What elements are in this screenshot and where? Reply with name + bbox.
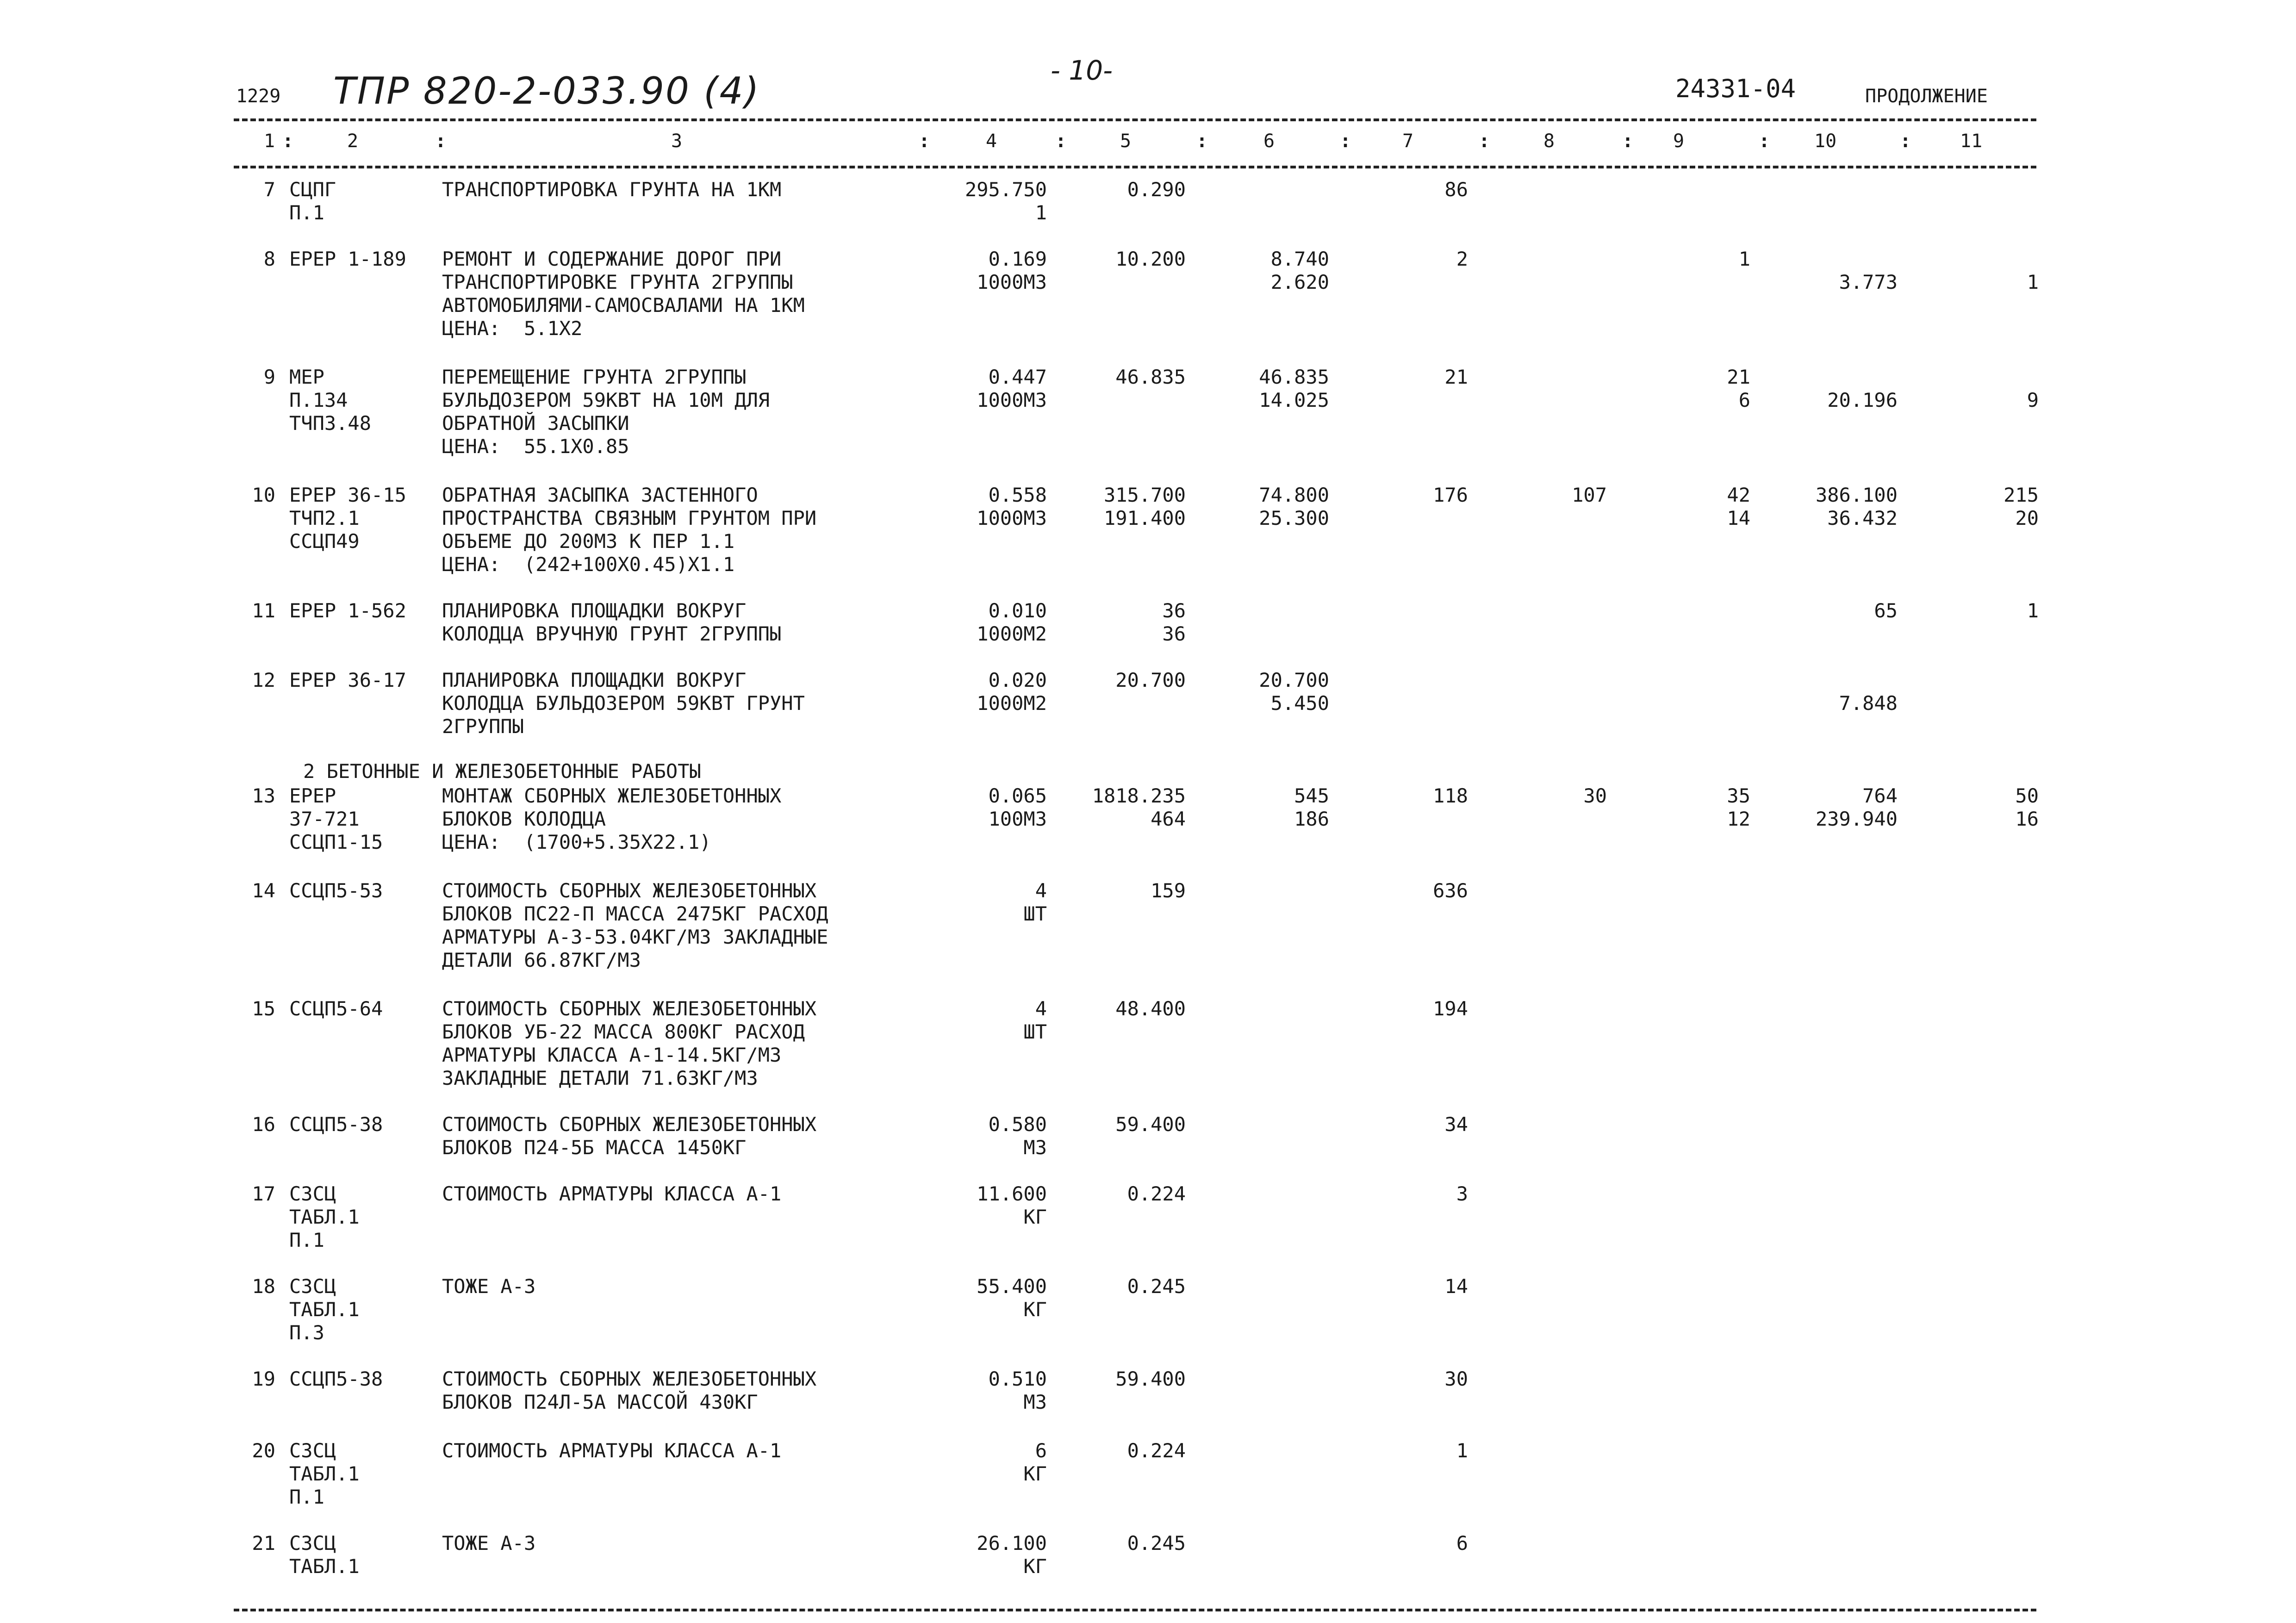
col6-value-line: 14.025 [1259, 389, 1329, 411]
page-number: - 10- [1051, 55, 1113, 86]
work-description-line: ЗАКЛАДНЫЕ ДЕТАЛИ 71.63КГ/М3 [442, 1067, 758, 1089]
work-description [442, 599, 781, 646]
col7-value [1190, 1182, 1468, 1206]
rate-code [289, 1532, 360, 1578]
col9-value-line: 35 [1727, 784, 1750, 807]
rate-code [289, 1368, 383, 1391]
work-description-line: СТОИМОСТЬ СБОРНЫХ ЖЕЛЕЗОБЕТОННЫХ [442, 1113, 817, 1136]
col7-value-line: 86 [1444, 178, 1468, 201]
work-description [442, 484, 816, 576]
rate-code-line: ССЦП5-38 [289, 1368, 383, 1390]
col10-value-line: 20.196 [1827, 389, 1898, 411]
col9-value-line: 14 [1727, 507, 1750, 529]
work-description-line: ТРАНСПОРТИРОВКА ГРУНТА НА 1КМ [442, 178, 782, 201]
col11-value-line [1761, 366, 2039, 389]
unit-price-line: 10.200 [1115, 248, 1186, 270]
unit-price-line: 191.400 [1103, 507, 1186, 529]
quantity-line: 295.750 [964, 178, 1047, 201]
col7-value-line: 30 [1444, 1368, 1468, 1390]
rate-code-line: П.3 [289, 1321, 324, 1344]
unit-price-line: 0.290 [1127, 178, 1186, 201]
col7-value [1190, 1368, 1468, 1391]
col7-value [1190, 997, 1468, 1020]
col7-value-line: 118 [1433, 784, 1468, 807]
quantity-line: 0.010 [988, 599, 1047, 622]
col6-value-line: 46.835 [1259, 366, 1329, 388]
col11-value-line: 50 [2015, 784, 2039, 807]
rate-code [289, 1439, 360, 1509]
work-description-line: ЦЕНА: 5.1Х2 [442, 317, 583, 340]
quantity-line: 1 [1035, 201, 1047, 224]
work-description-line: СТОИМОСТЬ АРМАТУРЫ КЛАССА А-1 [442, 1182, 782, 1205]
work-description [442, 1275, 535, 1298]
col7-value-line: 176 [1433, 484, 1468, 506]
work-description-line: ПРОСТРАНСТВА СВЯЗНЫМ ГРУНТОМ ПРИ [442, 507, 817, 529]
rate-code-line: П.134 [289, 389, 348, 411]
col9-value-line: 21 [1727, 366, 1750, 388]
rate-code-line: ТАБЛ.1 [289, 1298, 360, 1321]
work-description-line: МОНТАЖ СБОРНЫХ ЖЕЛЕЗОБЕТОННЫХ [442, 784, 782, 807]
column-header-4: 4 [986, 131, 997, 152]
col10-value-line: 239.940 [1815, 808, 1898, 830]
col9-value-line: 1 [1738, 248, 1750, 270]
work-description-line: АРМАТУРЫ КЛАССА А-1-14.5КГ/М3 [442, 1044, 782, 1066]
work-description-line: КОЛОДЦА БУЛЬДОЗЕРОМ 59КВТ ГРУНТ [442, 692, 805, 715]
work-description-line: КОЛОДЦА ВРУЧНУЮ ГРУНТ 2ГРУППЫ [442, 622, 782, 645]
row-number: 15 [252, 997, 275, 1020]
unit-price [908, 599, 1186, 646]
work-description [442, 784, 781, 854]
col11-value [1761, 366, 2039, 412]
quantity-line: 1000М2 [977, 692, 1047, 715]
column-header-10: 10 [1814, 131, 1837, 152]
col11-value [1761, 484, 2039, 530]
column-separator: : [1340, 131, 1351, 152]
col11-value [1761, 599, 2039, 622]
quantity-line: 0.065 [988, 784, 1047, 807]
rate-code-line: ТАБЛ.1 [289, 1555, 360, 1578]
quantity-line: КГ [1023, 1298, 1047, 1321]
row-number: 14 [252, 879, 275, 902]
quantity-line: 0.447 [988, 366, 1047, 388]
unit-price-line: 59.400 [1115, 1368, 1186, 1390]
work-description [442, 997, 816, 1090]
col7-value-line: 6 [1456, 1532, 1468, 1555]
column-separator: : [1479, 131, 1490, 152]
row-number: 12 [252, 669, 275, 691]
col6-value-line: 2.620 [1270, 271, 1329, 293]
rate-code [289, 1182, 360, 1252]
unit-price [908, 997, 1186, 1020]
col10-value-line: 764 [1862, 784, 1898, 807]
row-number: 17 [252, 1182, 275, 1205]
rate-code [289, 248, 406, 271]
quantity-line: 0.510 [988, 1368, 1047, 1390]
quantity-line: КГ [1023, 1206, 1047, 1228]
work-description-line: ДЕТАЛИ 66.87КГ/М3 [442, 949, 641, 971]
row-number: 20 [252, 1439, 275, 1462]
quantity-line: 4 [1035, 879, 1047, 902]
rate-code-line: ССЦП5-38 [289, 1113, 383, 1136]
col10-value-line: 386.100 [1815, 484, 1898, 506]
col7-value-line: 14 [1444, 1275, 1468, 1298]
col7-value [1190, 366, 1468, 389]
col7-value-line: 636 [1433, 879, 1468, 902]
quantity-line: 0.169 [988, 248, 1047, 270]
col9-value-line: 42 [1727, 484, 1750, 506]
unit-price-line: 48.400 [1115, 997, 1186, 1020]
work-description [442, 248, 805, 340]
row-number: 21 [252, 1532, 275, 1555]
unit-price-line: 36 [1162, 599, 1186, 622]
work-description-line: СТОИМОСТЬ СБОРНЫХ ЖЕЛЕЗОБЕТОННЫХ [442, 1368, 817, 1390]
quantity-line: ШТ [1023, 1020, 1047, 1043]
col11-value-line: 9 [2027, 389, 2039, 411]
work-description-line: ЦЕНА: (1700+5.35Х22.1) [442, 831, 711, 853]
unit-price [908, 1368, 1186, 1391]
quantity-line: 6 [1035, 1439, 1047, 1462]
unit-price [908, 1113, 1186, 1136]
work-description-line: ЦЕНА: 55.1Х0.85 [442, 435, 629, 458]
work-description-line: СТОИМОСТЬ СБОРНЫХ ЖЕЛЕЗОБЕТОННЫХ [442, 997, 817, 1020]
work-description-line: БЛОКОВ ПС22-П МАССА 2475КГ РАСХОД [442, 902, 828, 925]
quantity-line: 1000М2 [977, 622, 1047, 645]
work-description-line: АВТОМОБИЛЯМИ-САМОСВАЛАМИ НА 1КМ [442, 294, 805, 317]
row-number: 11 [252, 599, 275, 622]
column-separator: : [1759, 131, 1770, 152]
column-header-8: 8 [1543, 131, 1555, 152]
rate-code-line: ТЧП3.48 [289, 412, 372, 435]
work-description-line: АРМАТУРЫ А-3-53.04КГ/М3 ЗАКЛАДНЫЕ [442, 926, 828, 948]
col11-value-line: 1 [2027, 271, 2039, 293]
col7-value-line: 2 [1456, 248, 1468, 270]
column-header-9: 9 [1673, 131, 1685, 152]
rate-code-line: ССЦП5-53 [289, 879, 383, 902]
col11-value-line: 20 [2015, 507, 2039, 529]
unit-price-line: 464 [1151, 808, 1186, 830]
work-description [442, 1439, 781, 1462]
column-separator: : [919, 131, 930, 152]
rate-code [289, 879, 383, 902]
quantity-line: 1000М3 [977, 271, 1047, 293]
quantity-line: КГ [1023, 1462, 1047, 1485]
col9-value-line: 6 [1738, 389, 1750, 411]
quantity-line: М3 [1023, 1136, 1047, 1159]
quantity-line: КГ [1023, 1555, 1047, 1578]
col11-value-line: 1 [2027, 599, 2039, 622]
col7-value [1190, 178, 1468, 201]
work-description [442, 669, 805, 738]
rate-code [289, 599, 406, 622]
col6-value-line: 5.450 [1270, 692, 1329, 715]
work-description-line: ОБЪЕМЕ ДО 200М3 К ПЕР 1.1 [442, 530, 735, 553]
column-separator: : [1900, 131, 1911, 152]
row-number: 18 [252, 1275, 275, 1298]
column-header-5: 5 [1120, 131, 1132, 152]
rate-code-line: ТАБЛ.1 [289, 1462, 360, 1485]
rate-code [289, 784, 383, 854]
work-description [442, 1182, 781, 1206]
column-separator: : [282, 131, 294, 152]
col6-value-line: 25.300 [1259, 507, 1329, 529]
col11-value [1761, 248, 2039, 294]
quantity-line: 4 [1035, 997, 1047, 1020]
col7-value [1190, 1439, 1468, 1462]
quantity-line: 1000М3 [977, 389, 1047, 411]
project-number: 24331-04 [1675, 74, 1796, 103]
section-title: 2 БЕТОННЫЕ И ЖЕЛЕЗОБЕТОННЫЕ РАБОТЫ [303, 760, 701, 783]
rate-code-line: 37-721 [289, 808, 360, 830]
rate-code [289, 484, 406, 553]
work-description-line: БЛОКОВ П24Л-5А МАССОЙ 430КГ [442, 1391, 758, 1413]
quantity-line: 55.400 [977, 1275, 1047, 1298]
col7-value-line: 1 [1456, 1439, 1468, 1462]
unit-price [908, 1275, 1186, 1298]
work-description [442, 1532, 535, 1555]
work-description-line: СТОИМОСТЬ АРМАТУРЫ КЛАССА А-1 [442, 1439, 782, 1462]
rate-code-line: СЗСЦ [289, 1439, 336, 1462]
col10-value-line [1620, 669, 1898, 692]
column-header-6: 6 [1263, 131, 1275, 152]
col7-value [1190, 1113, 1468, 1136]
rate-code [289, 997, 383, 1020]
row-number: 10 [252, 484, 275, 506]
col6-value-line: 186 [1294, 808, 1329, 830]
rate-code [289, 669, 406, 692]
col7-value-line: 21 [1444, 366, 1468, 388]
col6-value-line: 74.800 [1259, 484, 1329, 506]
col6-value-line: 8.740 [1270, 248, 1329, 270]
rate-code [289, 366, 371, 435]
col7-value-line: 3 [1456, 1182, 1468, 1205]
work-description-line: ТОЖЕ А-3 [442, 1275, 536, 1298]
quantity-line: ШТ [1023, 902, 1047, 925]
col10-value-line: 3.773 [1839, 271, 1898, 293]
rate-code-line: П.1 [289, 201, 324, 224]
col7-value [1190, 879, 1468, 902]
rate-code-line: СЗСЦ [289, 1182, 336, 1205]
rate-code [289, 1275, 360, 1344]
rate-code-line: ТЧП2.1 [289, 507, 360, 529]
work-description-line: ОБРАТНОЙ ЗАСЫПКИ [442, 412, 629, 435]
rate-code-line: ЕРЕР 1-562 [289, 599, 406, 622]
unit-price [908, 1532, 1186, 1555]
unit-price [908, 178, 1186, 201]
col10-value-line: 36.432 [1827, 507, 1898, 529]
work-description [442, 1113, 816, 1159]
unit-price [908, 879, 1186, 902]
rate-code-line: ЕРЕР 1-189 [289, 248, 406, 270]
column-header-1: 1 [264, 131, 275, 152]
col7-value [1190, 248, 1468, 271]
row-number: 7 [263, 178, 275, 201]
unit-price-line: 0.224 [1127, 1182, 1186, 1205]
rate-code-line: ТАБЛ.1 [289, 1206, 360, 1228]
quantity-line: 0.580 [988, 1113, 1047, 1136]
col6-value-line: 20.700 [1259, 669, 1329, 691]
quantity-line: 1000М3 [977, 507, 1047, 529]
unit-price-line: 159 [1151, 879, 1186, 902]
column-separator: : [1196, 131, 1208, 152]
unit-price-line: 20.700 [1115, 669, 1186, 691]
col11-value-line: 215 [2004, 484, 2039, 506]
rate-code-line: СЗСЦ [289, 1275, 336, 1298]
rate-code-line: ССЦП1-15 [289, 831, 383, 853]
col9-value-line: 12 [1727, 808, 1750, 830]
rate-code-line: П.1 [289, 1486, 324, 1508]
column-separator: : [435, 131, 447, 152]
work-description-line: ТРАНСПОРТИРОВКЕ ГРУНТА 2ГРУППЫ [442, 271, 793, 293]
quantity-line: М3 [1023, 1391, 1047, 1413]
work-description-line: ЦЕНА: (242+100Х0.45)Х1.1 [442, 553, 735, 576]
work-description-line: ПЛАНИРОВКА ПЛОЩАДКИ ВОКРУГ [442, 669, 747, 691]
quantity-line: 0.020 [988, 669, 1047, 691]
quantity-line: 26.100 [977, 1532, 1047, 1555]
row-number: 16 [252, 1113, 275, 1136]
col11-value-line: 16 [2015, 808, 2039, 830]
work-description-line: ОБРАТНАЯ ЗАСЫПКА ЗАСТЕННОГО [442, 484, 758, 506]
rate-code [289, 1113, 383, 1136]
column-separator: : [1055, 131, 1067, 152]
rate-code-line: П.1 [289, 1229, 324, 1251]
header-rule [234, 166, 2036, 168]
row-number: 13 [252, 784, 275, 807]
unit-price-line: 36 [1162, 622, 1186, 645]
col10-value-line: 7.848 [1839, 692, 1898, 715]
column-header-2: 2 [347, 131, 359, 152]
work-description-line: ТОЖЕ А-3 [442, 1532, 536, 1555]
column-header-3: 3 [671, 131, 683, 152]
rate-code-line: ССЦП49 [289, 530, 360, 553]
unit-price-line: 315.700 [1103, 484, 1186, 506]
work-description-line: БЛОКОВ УБ-22 МАССА 800КГ РАСХОД [442, 1020, 805, 1043]
sheet-number: 1229 [236, 86, 281, 107]
row-number: 8 [263, 248, 275, 270]
rate-code [289, 178, 336, 224]
col7-value [1190, 1532, 1468, 1555]
quantity-line: 0.558 [988, 484, 1047, 506]
rate-code-line: ЕРЕР 36-15 [289, 484, 406, 506]
col6-value-line: 545 [1294, 784, 1329, 807]
work-description [442, 1368, 816, 1414]
work-description-line: РЕМОНТ И СОДЕРЖАНИЕ ДОРОГ ПРИ [442, 248, 782, 270]
col8-value-line: 30 [1583, 784, 1607, 807]
row-number: 9 [263, 366, 275, 388]
col11-value [1761, 784, 2039, 831]
column-separator: : [1622, 131, 1634, 152]
unit-price-line: 46.835 [1115, 366, 1186, 388]
rate-code-line: ССЦП5-64 [289, 997, 383, 1020]
quantity-line: 11.600 [977, 1182, 1047, 1205]
col7-value-line: 194 [1433, 997, 1468, 1020]
unit-price-line: 0.224 [1127, 1439, 1186, 1462]
col11-value-line [1761, 248, 2039, 271]
work-description [442, 178, 781, 201]
col7-value-line: 34 [1444, 1113, 1468, 1136]
work-description-line: 2ГРУППЫ [442, 715, 524, 738]
col7-value [1190, 1275, 1468, 1298]
col8-value-line: 107 [1572, 484, 1607, 506]
quantity-line: 100М3 [988, 808, 1047, 830]
column-header-11: 11 [1960, 131, 1983, 152]
work-description [442, 366, 770, 458]
work-description-line: БУЛЬДОЗЕРОМ 59КВТ НА 10М ДЛЯ [442, 389, 770, 411]
continuation-label: ПРОДОЛЖЕНИЕ [1865, 86, 1988, 107]
column-header-7: 7 [1402, 131, 1414, 152]
top-rule [234, 118, 2036, 121]
rate-code-line: ЕРЕР [289, 784, 336, 807]
unit-price-line: 0.245 [1127, 1532, 1186, 1555]
work-description-line: ПЛАНИРОВКА ПЛОЩАДКИ ВОКРУГ [442, 599, 747, 622]
work-description-line: БЛОКОВ П24-5Б МАССА 1450КГ [442, 1136, 747, 1159]
unit-price-line: 59.400 [1115, 1113, 1186, 1136]
rate-code-line: ЕРЕР 36-17 [289, 669, 406, 691]
work-description-line: БЛОКОВ КОЛОДЦА [442, 808, 606, 830]
col10-value-line: 65 [1874, 599, 1898, 622]
row-number: 19 [252, 1368, 275, 1390]
rate-code-line: СЗСЦ [289, 1532, 336, 1555]
document-code: ТПР 820-2-033.90 (4) [333, 69, 760, 112]
unit-price-line: 1818.235 [1092, 784, 1186, 807]
col6-value [1052, 669, 1329, 715]
unit-price [908, 1439, 1186, 1462]
work-description-line: ПЕРЕМЕЩЕНИЕ ГРУНТА 2ГРУППЫ [442, 366, 747, 388]
rate-code-line: СЦПГ [289, 178, 336, 201]
bottom-rule [234, 1609, 2036, 1611]
unit-price-line: 0.245 [1127, 1275, 1186, 1298]
rate-code-line: МЕР [289, 366, 324, 388]
unit-price [908, 1182, 1186, 1206]
work-description-line: СТОИМОСТЬ СБОРНЫХ ЖЕЛЕЗОБЕТОННЫХ [442, 879, 817, 902]
col10-value [1620, 669, 1898, 715]
